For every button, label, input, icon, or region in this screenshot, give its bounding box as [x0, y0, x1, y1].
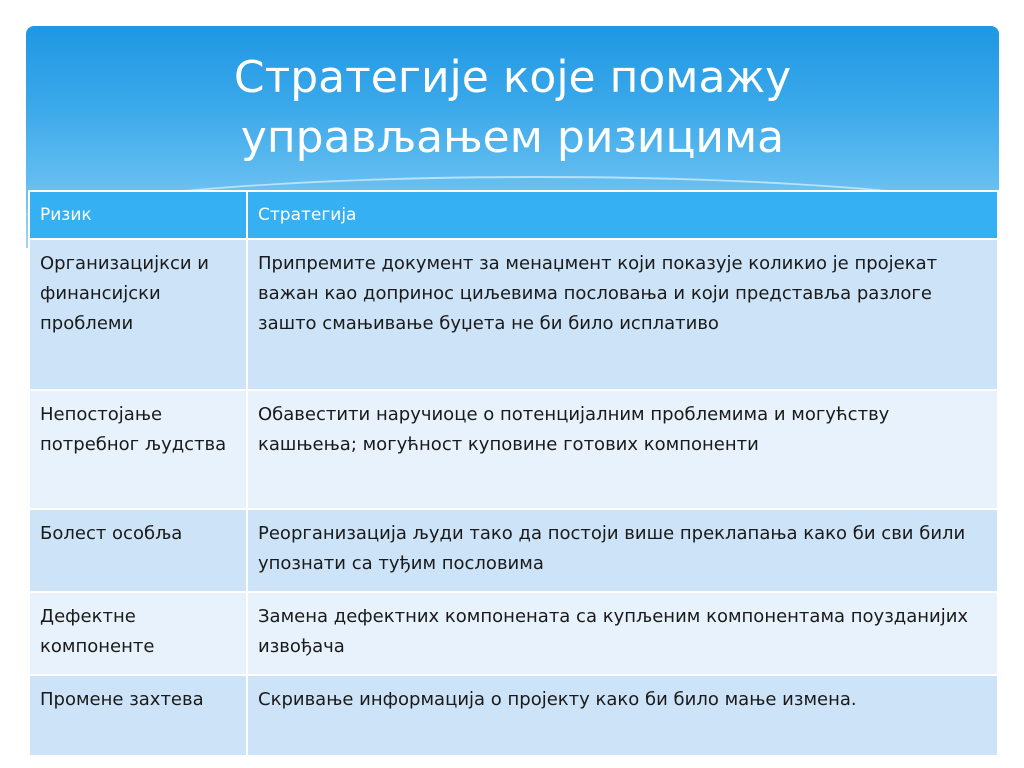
- table-row: [29, 592, 998, 675]
- title-line-1: Стратегије које помажу: [233, 52, 792, 103]
- risk-cell: Непостојање потребног људства: [29, 390, 247, 509]
- risk-strategy-table: [28, 190, 999, 757]
- risk-cell: Дефектне компоненте: [29, 592, 247, 675]
- slide-title: [26, 48, 999, 168]
- table-row: [29, 509, 998, 592]
- strategy-cell: Реорганизација људи тако да постоји више преклапања како би сви били упознати са туђим пословима: [247, 509, 998, 592]
- strategy-cell: Замена дефектних компонената са купљеним компонентама поузданијих извођача: [247, 592, 998, 675]
- table-row: [29, 390, 998, 509]
- risk-cell: Болест особља: [29, 509, 247, 592]
- header-strategy: Стратегија: [247, 191, 998, 239]
- table-header-row: [29, 191, 998, 239]
- table-row: [29, 239, 998, 390]
- risk-cell: Промене захтева: [29, 675, 247, 756]
- strategy-cell: Припремите документ за менаџмент који показује коликио је пројекат важан као допринос циљевима пословања и који представља разлоге зашто смањивање буџета не би било исплативо: [247, 239, 998, 390]
- title-line-2: управљањем ризицима: [240, 112, 785, 163]
- strategy-cell: Обавестити наручиоце о потенцијалним проблемима и могућству кашњења; могућност куповине готових компоненти: [247, 390, 998, 509]
- risk-cell: Организацијкси и финансијски проблеми: [29, 239, 247, 390]
- strategy-cell: Скривање информација о пројекту како би било мање измена.: [247, 675, 998, 756]
- table-row: [29, 675, 998, 756]
- header-risk: Ризик: [29, 191, 247, 239]
